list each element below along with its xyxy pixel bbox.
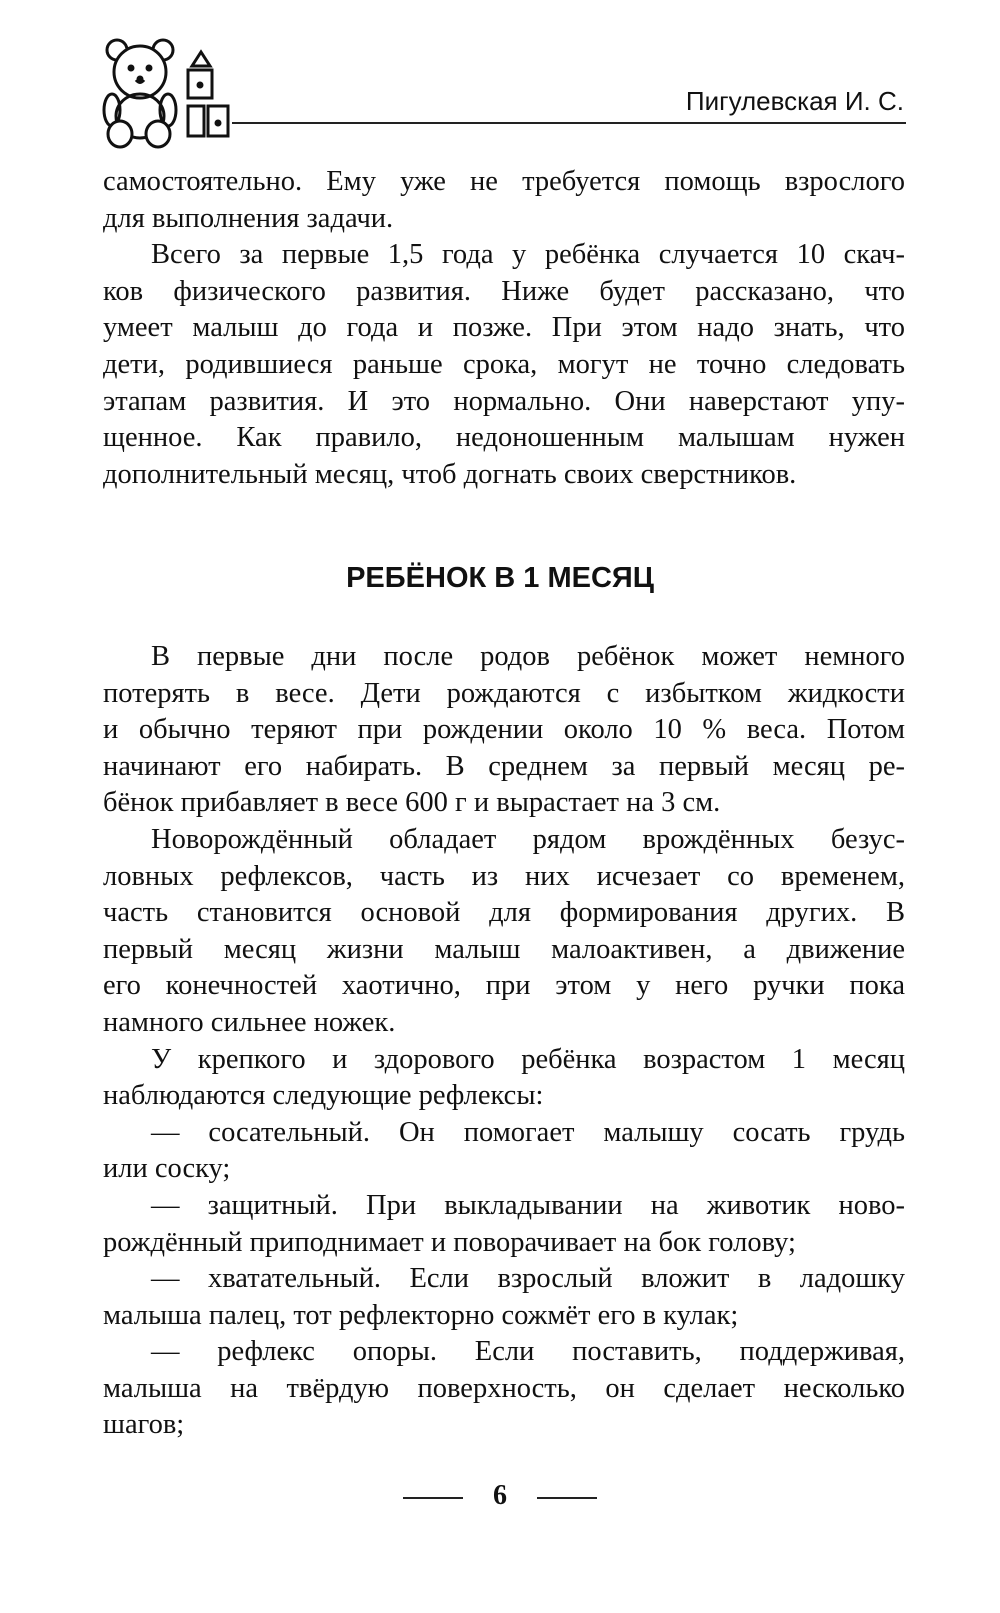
body-text-section xyxy=(103,639,905,1444)
text-line: бёнок прибавляет в весе 600 г и вырастает на 3 см. xyxy=(103,787,721,819)
header-rule xyxy=(232,122,906,124)
text-line: малыша на твёрдую поверхность, он сделает несколько xyxy=(103,1372,905,1404)
text-line: щенное. Как правило, недоношенным малышам нужен xyxy=(103,422,905,454)
text-line: — хватательный. Если взрослый вложит в ладошку xyxy=(151,1263,905,1295)
text-line: Новорождённый обладает рядом врождённых безус- xyxy=(151,823,905,855)
text-line: В первые дни после родов ребёнок может немного xyxy=(151,641,905,672)
footer-dash-left xyxy=(403,1497,463,1499)
text-line: ловных рефлексов, часть из них исчезает со временем, xyxy=(103,860,905,892)
text-line: этапам развития. И это нормально. Они наверстают упу- xyxy=(103,385,905,417)
text-line: его конечностей хаотично, при этом у него ручки пока xyxy=(103,970,905,1002)
text-line: для выполнения задачи. xyxy=(103,202,394,234)
text-line: У крепкого и здорового ребёнка возрастом 1 месяц xyxy=(151,1043,905,1075)
body-text-top xyxy=(103,164,905,493)
text-line: дополнительный месяц, чтоб догнать своих сверстников. xyxy=(103,458,797,490)
text-line: наблюдаются следующие рефлексы: xyxy=(103,1080,544,1112)
section-heading: РЕБЁНОК В 1 МЕСЯЦ xyxy=(346,562,654,594)
text-line: первый месяц жизни малыш малоактивен, а движение xyxy=(103,933,905,965)
text-line: шагов; xyxy=(103,1409,185,1441)
text-line: малыша палец, тот рефлекторно сожмёт его в кулак; xyxy=(103,1299,739,1331)
text-line: самостоятельно. Ему уже не требуется помощь взрослого xyxy=(103,166,905,197)
text-line: намного сильнее ножек. xyxy=(103,1006,396,1038)
text-line: и обычно теряют при рождении около 10 % веса. Потом xyxy=(103,714,905,746)
text-line: или соску; xyxy=(103,1153,231,1185)
text-line: умеет малыш до года и позже. При этом надо знать, что xyxy=(103,312,905,344)
text-line: дети, родившиеся раньше срока, могут не точно следовать xyxy=(103,348,905,380)
running-header-author: Пигулевская И. С. xyxy=(685,86,904,116)
teddy-bear-logo-icon xyxy=(100,30,230,150)
text-line: — сосательный. Он помогает малышу сосать грудь xyxy=(151,1116,905,1148)
page-number: 6 xyxy=(493,1480,507,1511)
text-line: ков физического развития. Ниже будет рассказано, что xyxy=(103,275,905,307)
text-line: рождённый приподнимает и поворачивает на бок голову; xyxy=(103,1226,796,1258)
text-line: — рефлекс опоры. Если поставить, поддерживая, xyxy=(151,1336,905,1368)
text-line: часть становится основой для формирования других. В xyxy=(103,897,905,929)
page-footer xyxy=(0,1480,1000,1512)
text-line: — защитный. При выкладывании на животик ново- xyxy=(151,1189,905,1221)
text-line: Всего за первые 1,5 года у ребёнка случается 10 скач- xyxy=(151,239,905,271)
footer-dash-right xyxy=(537,1497,597,1499)
text-line: потерять в весе. Дети рождаются с избытком жидкости xyxy=(103,677,905,709)
text-line: начинают его набирать. В среднем за первый месяц ре- xyxy=(103,750,905,782)
